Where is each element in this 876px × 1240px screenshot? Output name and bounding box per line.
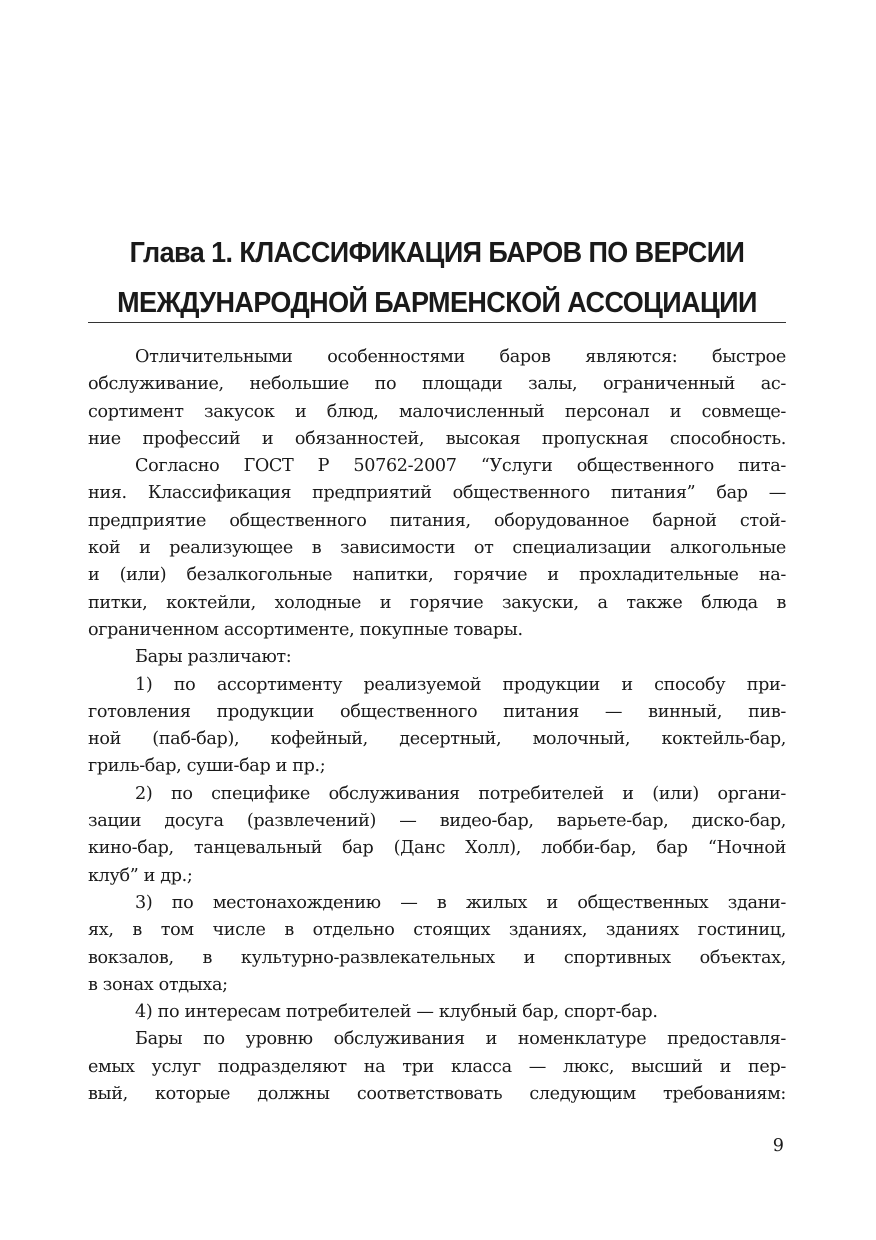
text-line: Бары различают: [135,647,292,668]
text-line: Бары по уровню обслуживания и номенклатуре предоставля- [135,1029,786,1050]
text-line: и (или) безалкогольные напитки, горячие и прохладительные на- [88,565,786,586]
text-line: вый, которые должны соответствовать следующим требованиям: [88,1084,786,1105]
chapter-title-line: Глава 1. КЛАССИФИКАЦИЯ БАРОВ ПО ВЕРСИИ [129,237,745,269]
body-text [88,344,786,1108]
text-line: ния. Классификация предприятий общественного питания” бар — [88,483,786,504]
list-item [88,672,786,781]
text-line: кино-бар, танцевальный бар (Данс Холл), лобби-бар, бар “Ночной [88,838,786,859]
text-line: ограниченном ассортименте, покупные товары. [88,619,523,640]
text-line: ной (паб-бар), кофейный, десертный, молочный, коктейль-бар, [88,729,786,750]
text-line: сортимент закусок и блюд, малочисленный персонал и совмеще- [88,401,786,422]
text-line: зации досуга (развлечений) — видео-бар, варьете-бар, диско-бар, [88,811,786,832]
paragraph [88,344,786,453]
text-line: предприятие общественного питания, оборудованное барной стой- [88,510,786,531]
text-line: вокзалов, в культурно-развлекательных и спортивных объектах, [88,947,786,968]
text-line: готовления продукции общественного питания — винный, пив- [88,701,786,722]
text-line: ние профессий и обязанностей, высокая пропускная способность. [88,428,786,449]
text-line: 2) по специфике обслуживания потребителей и (или) органи- [135,783,786,804]
list-item [88,890,786,999]
list-item [88,781,786,890]
list-item [88,999,786,1026]
text-line: питки, коктейли, холодные и горячие закуски, а также блюда в [88,592,786,613]
chapter-title-line: МЕЖДУНАРОДНОЙ БАРМЕНСКОЙ АССОЦИАЦИИ [117,287,757,319]
text-line: 3) по местонахождению — в жилых и общественных здани- [135,892,786,913]
text-line: Отличительными особенностями баров являются: быстрое [135,347,786,367]
text-line: кой и реализующее в зависимости от специализации алкогольные [88,538,786,559]
text-line: 1) по ассортименту реализуемой продукции и способу при- [135,674,786,695]
chapter-title [112,228,761,328]
text-line: гриль-бар, суши-бар и пр.; [88,756,326,777]
text-line: Согласно ГОСТ Р 50762-2007 “Услуги общественного пита- [135,456,786,477]
text-line: емых услуг подразделяют на три класса — люкс, высший и пер- [88,1056,786,1077]
title-underline-rule [88,322,786,323]
text-line: клуб” и др.; [88,865,193,886]
text-line: 4) по интересам потребителей — клубный бар, спорт-бар. [135,1002,658,1023]
text-line: в зонах отдыха; [88,974,228,995]
text-line: обслуживание, небольшие по площади залы, ограниченный ас- [88,374,786,395]
page-number: 9 [772,1136,784,1156]
paragraph [88,453,786,644]
text-line: ях, в том числе в отдельно стоящих зданиях, зданиях гостиниц, [88,920,786,941]
paragraph [88,1026,786,1108]
paragraph [88,644,786,671]
